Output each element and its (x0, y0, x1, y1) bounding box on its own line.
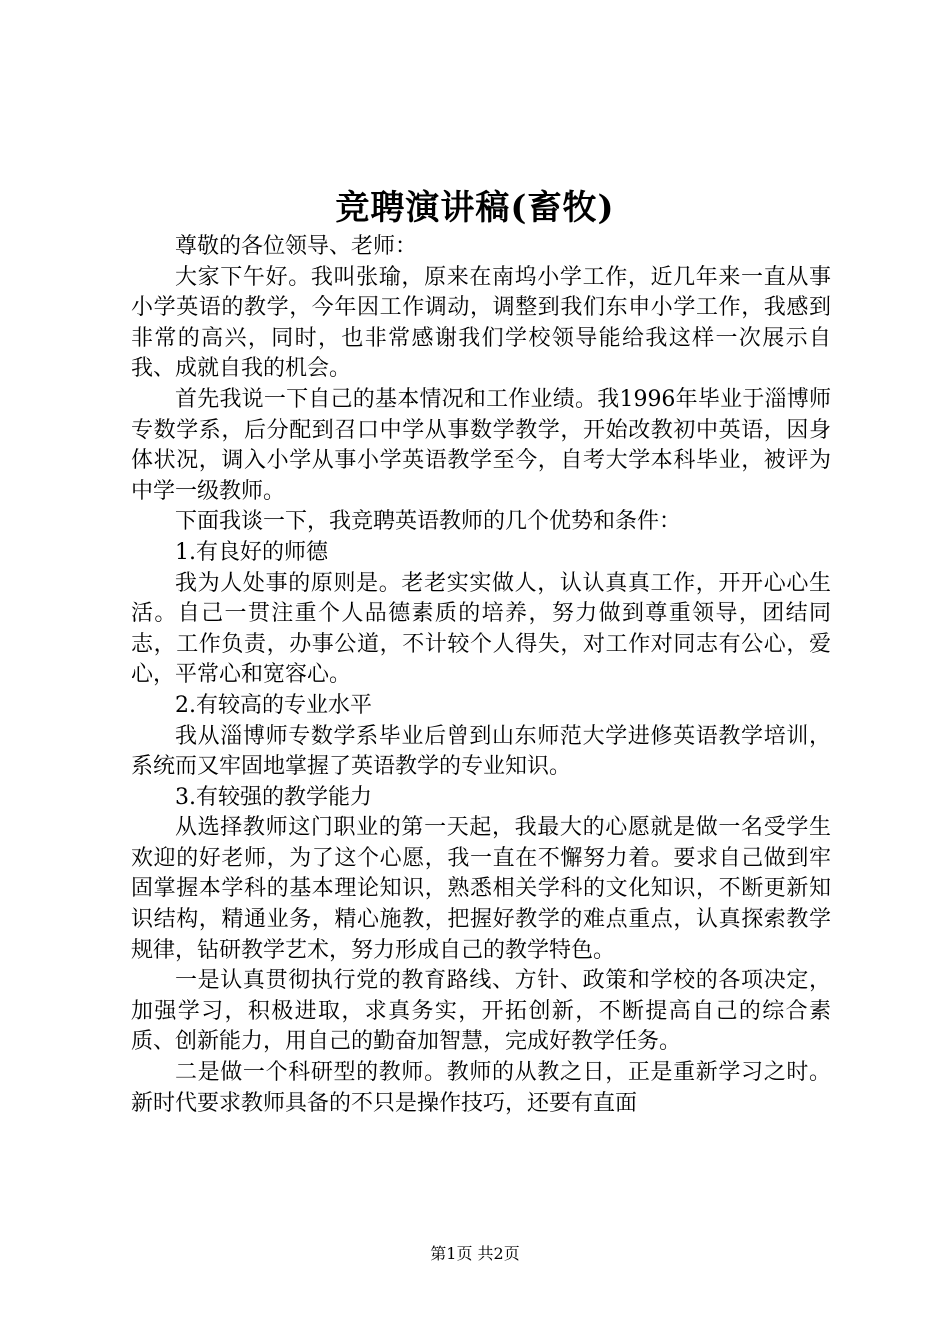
heading-ethics: 1.有良好的师德 (175, 539, 328, 565)
document-title: 竞聘演讲稿(畜牧) (335, 188, 615, 228)
paragraph-professional-level: 我从淄博师专数学系毕业后曾到山东师范大学进修英语教学培训，系统而又牢固地掌握了英语教学的专业知识。 (131, 723, 831, 780)
document-body (131, 232, 831, 1119)
paragraph-ethics: 我为人处事的原则是。老老实实做人，认认真真工作，开开心心生活。自己一贯注重个人品德素质的培养，努力做到尊重领导，团结同志，工作负责，办事公道，不计较个人得失，对工作对同志有公心，爱心，平常心和宽容心。 (131, 570, 831, 688)
page-footer: 第1页 共2页 (430, 1244, 520, 1263)
paragraph-point-one: 一是认真贯彻执行党的教育路线、方针、政策和学校的各项决定，加强学习，积极进取，求真务实，开拓创新，不断提高自己的综合素质、创新能力，用自己的勤奋加智慧，完成好教学任务。 (131, 968, 831, 1055)
paragraph-point-two: 二是做一个科研型的教师。教师的从教之日，正是重新学习之时。新时代要求教师具备的不只是操作技巧，还要有直面 (131, 1060, 831, 1116)
salutation: 尊敬的各位领导、老师： (175, 234, 418, 259)
paragraph-background: 首先我说一下自己的基本情况和工作业绩。我1996年毕业于淄博师专数学系，后分配到召口中学从事数学教学，开始改教初中英语，因身体状况，调入小学从事小学英语教学至今，自考大学本科毕业，被评为中学一级教师。 (131, 386, 831, 504)
heading-teaching-ability: 3.有较强的教学能力 (175, 784, 372, 810)
heading-professional-level: 2.有较高的专业水平 (175, 692, 372, 718)
paragraph-greeting: 大家下午好。我叫张瑜，原来在南坞小学工作，近几年来一直从事小学英语的教学，今年因工作调动，调整到我们东申小学工作，我感到非常的高兴，同时，也非常感谢我们学校领导能给我这样一次展示自我、成就自我的机会。 (131, 264, 831, 382)
paragraph-intro-advantages: 下面我谈一下，我竞聘英语教师的几个优势和条件： (175, 509, 682, 535)
paragraph-teaching-ability: 从选择教师这门职业的第一天起，我最大的心愿就是做一名受学生欢迎的好老师，为了这个心愿，我一直在不懈努力着。要求自己做到牢固掌握本学科的基本理论知识，熟悉相关学科的文化知识，不断更新知识结构，精通业务，精心施教，把握好教学的难点重点，认真探索教学规律，钻研教学艺术，努力形成自己的教学特色。 (131, 815, 831, 963)
